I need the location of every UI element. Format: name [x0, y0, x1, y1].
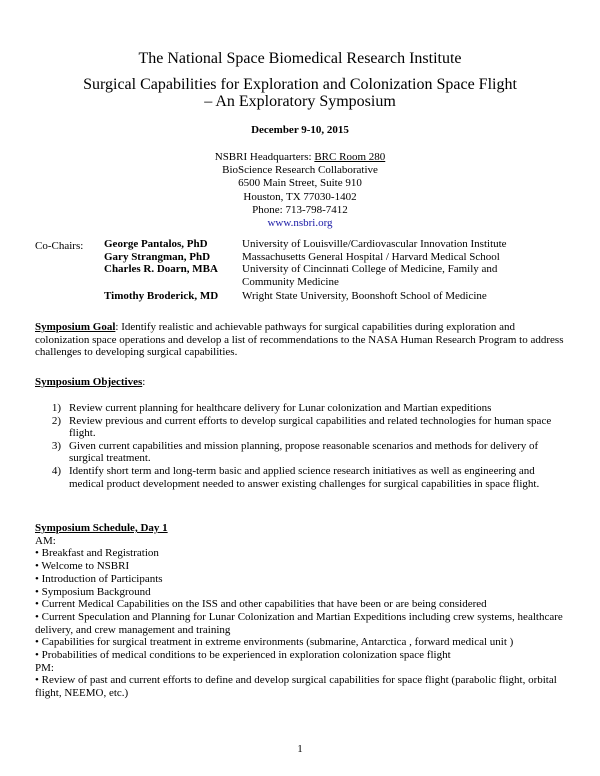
venue-line-4: Houston, TX 77030-1402 [243, 190, 357, 203]
cochair-affiliation: Massachusetts General Hospital / Harvard Medical School [242, 250, 500, 263]
schedule-item: • Symposium Background [35, 585, 151, 598]
cochair-name: Gary Strangman, PhD [104, 250, 211, 263]
organization-title: The National Space Biomedical Research Institute [138, 50, 462, 67]
schedule-section [35, 522, 565, 700]
objective-item [35, 402, 565, 415]
cochair-affiliation: University of Louisville/Cardiovascular Innovation Institute [242, 238, 507, 250]
website-link[interactable]: www.nsbri.org [267, 217, 333, 230]
cochair-row [104, 263, 512, 288]
cochair-affiliation: University of Cincinnati College of Medicine, Family and Community Medicine [242, 263, 498, 288]
objective-number: 1) [51, 402, 61, 414]
schedule-item: • Breakfast and Registration [35, 547, 159, 560]
goal-paragraph [35, 321, 565, 359]
cochair-row [104, 290, 512, 303]
objective-text: Given current capabilities and mission planning, propose reasonable scenarios and methods for delivery of surgical treatment. [69, 439, 539, 465]
objective-item [35, 440, 565, 465]
objectives-heading-suffix: : [142, 376, 146, 388]
schedule-heading: Symposium Schedule, Day 1 [35, 522, 168, 534]
schedule-item: • Welcome to NSBRI [35, 560, 130, 573]
symposium-title-line-2: – An Exploratory Symposium [204, 93, 396, 110]
schedule-item: • Current Speculation and Planning for Lunar Colonization and Martian Expeditions including crew systems, healthcare delivery, and crew management and training [35, 610, 563, 636]
goal-text: : Identify realistic and achievable pathways for surgical capabilities during exploration and colonization space operations and develop a list of recommendations to the NASA Human Research Program to address challenges to developing surgical capabilities. [35, 321, 564, 359]
venue-prefix: NSBRI Headquarters: [214, 151, 315, 163]
objective-number: 2) [51, 414, 61, 427]
symposium-title [0, 76, 600, 110]
schedule-item: • Probabilities of medical conditions to be experienced in exploration colonization space flight [35, 649, 451, 662]
objective-text: Review previous and current efforts to develop surgical capabilities and related technologies for human space flight. [69, 414, 552, 440]
venue-line-1 [0, 151, 600, 164]
objectives-list [35, 402, 565, 490]
page-number: 1 [297, 743, 303, 755]
venue-line-3: 6500 Main Street, Suite 910 [238, 177, 362, 190]
cochair-name: George Pantalos, PhD [104, 238, 208, 250]
schedule-item: • Capabilities for surgical treatment in extreme environments (submarine, Antarctica , forward medical unit ) [35, 636, 514, 649]
cochair-name: Charles R. Doarn, MBA [104, 263, 218, 276]
schedule-item: • Current Medical Capabilities on the ISS and other capabilities that have been or are being considered [35, 598, 487, 611]
schedule-item: • Review of past and current efforts to define and develop surgical capabilities for space flight (parabolic flight, orbital flight, NEEMO, etc.) [35, 674, 557, 700]
objective-number: 4) [51, 464, 61, 477]
cochair-row [104, 251, 512, 264]
pm-label: PM: [35, 661, 54, 674]
room-link[interactable]: BRC Room 280 [314, 151, 386, 163]
cochairs-list [104, 238, 512, 303]
objective-item [35, 415, 565, 440]
symposium-title-line-1: Surgical Capabilities for Exploration and Colonization Space Flight [83, 76, 517, 93]
objective-text: Identify short term and long-term basic and applied science research initiatives as well as engineering and medical product development needed to answer existing challenges for surgical capabilities in space flight. [69, 464, 540, 490]
cochair-row [104, 238, 512, 251]
objective-number: 3) [51, 439, 61, 452]
cochair-name: Timothy Broderick, MD [104, 290, 219, 303]
cochair-affiliation: Wright State University, Boonshoft School of Medicine [242, 290, 487, 303]
objectives-heading: Symposium Objectives [35, 376, 143, 388]
goal-heading: Symposium Goal [35, 321, 116, 333]
schedule-item: • Introduction of Participants [35, 572, 163, 585]
venue-phone: Phone: 713-798-7412 [252, 203, 348, 216]
am-label: AM: [35, 534, 56, 547]
venue-block [0, 151, 600, 230]
event-date: December 9-10, 2015 [251, 124, 349, 136]
objective-item [35, 465, 565, 490]
objectives-heading-line [35, 376, 565, 389]
venue-line-2: BioScience Research Collaborative [222, 164, 378, 177]
cochairs-label: Co-Chairs: [35, 240, 84, 252]
objective-text: Review current planning for healthcare delivery for Lunar colonization and Martian expeditions [69, 402, 492, 414]
